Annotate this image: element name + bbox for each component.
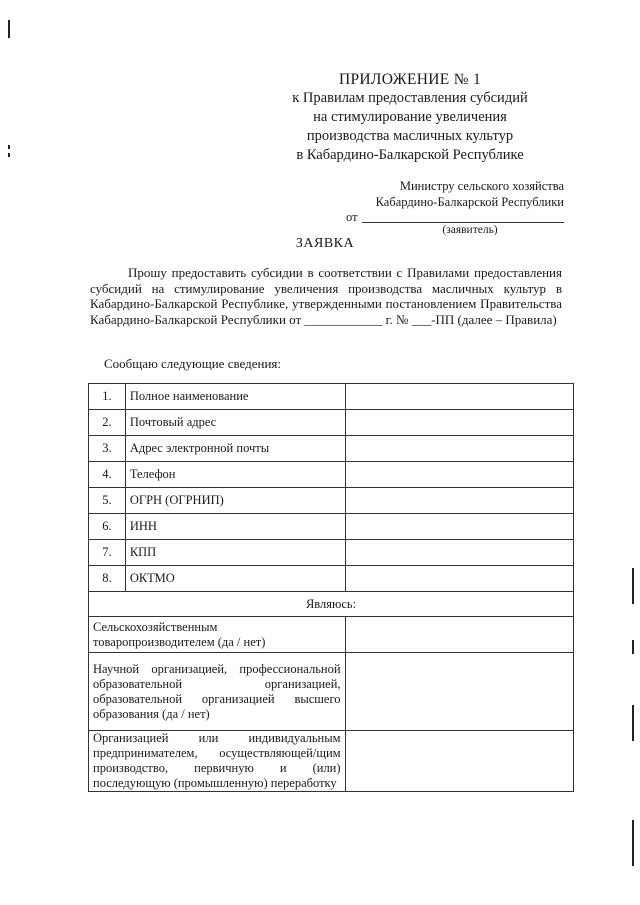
field-value-cell[interactable] — [345, 384, 573, 410]
field-value-cell[interactable] — [345, 410, 573, 436]
field-label: КПП — [125, 540, 345, 566]
status-label: Организацией или индивидуальным предпринимателем, осуществляющей/щим производство, первичную и (или) последующую (промышленную) переработку — [89, 731, 346, 792]
row-number: 1. — [89, 384, 126, 410]
table-row — [89, 566, 574, 592]
status-value-cell[interactable] — [345, 653, 573, 731]
appendix-line: производства масличных культур — [306, 128, 514, 144]
status-row — [89, 731, 574, 792]
table-row — [89, 436, 574, 462]
applicant-caption: (заявитель) — [442, 224, 498, 236]
row-number: 8. — [89, 566, 126, 592]
appendix-line: в Кабардино-Балкарской Республике — [296, 147, 524, 163]
recipient-line: Министру сельского хозяйства — [399, 179, 564, 193]
field-value-cell[interactable] — [345, 462, 573, 488]
table-row — [89, 384, 574, 410]
row-number: 3. — [89, 436, 126, 462]
from-label: от — [346, 210, 358, 224]
request-text: Прошу предоставить субсидии в соответствии с Правилами предоставления субсидий на стимулирование увеличения производства масличных культур в Кабардино-Балкарской Республике, утвержденными постановлением Правительства Кабардино-Балкарской Республики от ____________ г. № ___-ПП (далее – Правила) — [90, 265, 562, 327]
appendix-title: ПРИЛОЖЕНИЕ № 1 — [338, 71, 482, 88]
application-table — [88, 383, 574, 792]
field-label: Телефон — [125, 462, 345, 488]
field-label: ОГРН (ОГРНИП) — [125, 488, 345, 514]
status-label: Научной организацией, профессиональной образовательной организацией, образовательной организацией высшего образования (да / нет) — [89, 653, 346, 731]
recipient-line: Кабардино-Балкарской Республики — [375, 195, 564, 209]
field-value-cell[interactable] — [345, 514, 573, 540]
table-row — [89, 540, 574, 566]
table-row — [89, 514, 574, 540]
field-label: ОКТМО — [125, 566, 345, 592]
table-row — [89, 462, 574, 488]
scan-mark-right — [632, 705, 634, 741]
appendix-heading — [250, 70, 570, 165]
applicant-blank-line[interactable] — [362, 222, 564, 223]
status-label: Сельскохозяйственным товаропроизводителем (да / нет) — [89, 617, 346, 653]
field-value-cell[interactable] — [345, 436, 573, 462]
scan-mark-right — [632, 568, 634, 604]
status-value-cell[interactable] — [345, 617, 573, 653]
scan-mark-right — [632, 820, 634, 866]
status-row — [89, 653, 574, 731]
field-value-cell[interactable] — [345, 566, 573, 592]
scan-mark-left — [8, 153, 10, 157]
field-label: ИНН — [125, 514, 345, 540]
row-number: 2. — [89, 410, 126, 436]
field-label: Адрес электронной почты — [125, 436, 345, 462]
row-number: 4. — [89, 462, 126, 488]
scan-mark-left — [8, 145, 10, 149]
applicant-row — [340, 210, 564, 224]
row-number: 7. — [89, 540, 126, 566]
scan-mark-left — [8, 20, 10, 38]
appendix-line: к Правилам предоставления субсидий — [292, 90, 528, 106]
table-row — [89, 488, 574, 514]
status-row — [89, 617, 574, 653]
section-row — [89, 592, 574, 617]
field-label: Почтовый адрес — [125, 410, 345, 436]
request-paragraph — [90, 265, 562, 327]
section-heading: Являюсь: — [89, 592, 574, 617]
field-label: Полное наименование — [125, 384, 345, 410]
field-value-cell[interactable] — [345, 540, 573, 566]
recipient-block — [340, 178, 564, 210]
appendix-line: на стимулирование увеличения — [313, 109, 507, 125]
table-row — [89, 410, 574, 436]
field-value-cell[interactable] — [345, 488, 573, 514]
row-number: 6. — [89, 514, 126, 540]
intro-text: Сообщаю следующие сведения: — [104, 356, 282, 371]
scan-mark-right — [632, 640, 634, 654]
status-value-cell[interactable] — [345, 731, 573, 792]
document-title: ЗАЯВКА — [295, 236, 355, 251]
row-number: 5. — [89, 488, 126, 514]
